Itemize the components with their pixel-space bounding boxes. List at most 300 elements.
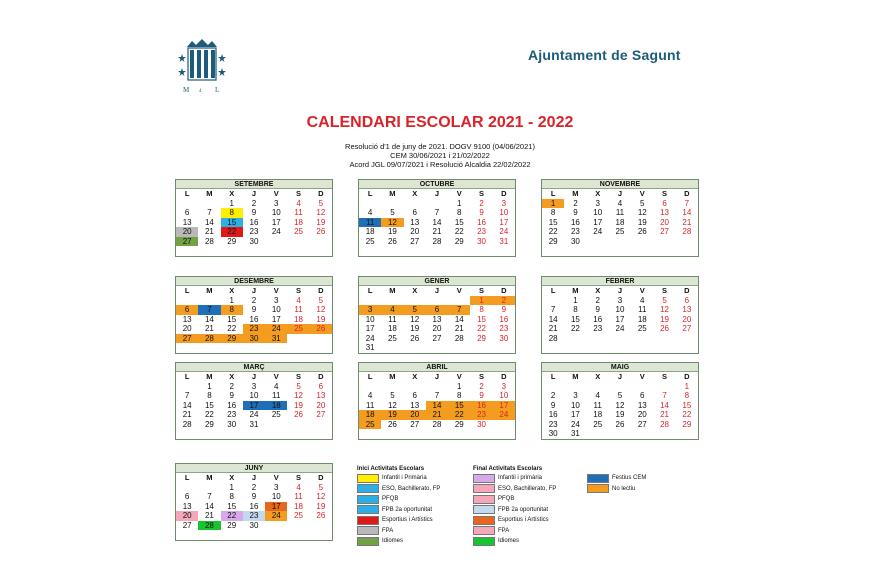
svg-text:M: M	[183, 86, 190, 94]
day-cell: 3	[617, 295, 623, 305]
day-cell: 9	[595, 305, 600, 314]
day-cell: 1	[457, 198, 462, 208]
day-cell: 9	[251, 208, 257, 217]
day-cell: 18	[387, 324, 397, 333]
day-cell: 9	[501, 305, 507, 314]
day-cell: 22	[221, 227, 243, 237]
legend-swatch	[357, 474, 379, 483]
weekday-header: L	[184, 372, 190, 381]
legend-item	[473, 484, 556, 495]
day-cell: 11	[593, 400, 602, 410]
empty-cell	[653, 237, 675, 247]
month-maig	[541, 362, 699, 440]
weekday-header: L	[184, 286, 190, 295]
day-cell: 25	[359, 420, 381, 430]
day-cell: 23	[548, 419, 558, 429]
legend-swatch	[357, 526, 379, 535]
day-cell: 1	[542, 199, 564, 209]
day-cell: 10	[593, 208, 603, 217]
day-cell: 27	[182, 520, 192, 530]
day-cell: 20	[410, 227, 420, 236]
day-cell: 17	[365, 324, 375, 333]
weekday-header: X	[595, 286, 601, 295]
weekday-header: D	[318, 286, 324, 295]
day-cell: 15	[682, 400, 692, 410]
day-cell: 17	[271, 217, 281, 227]
legend-swatch	[473, 474, 495, 483]
day-cell: 28	[660, 419, 670, 429]
empty-cell	[631, 237, 653, 247]
legend-label: ESO, Bachillerato, FP	[382, 485, 441, 492]
weekday-header: V	[456, 189, 462, 198]
weekday-header: X	[412, 372, 418, 381]
day-cell: 29	[454, 419, 464, 429]
day-cell: 22	[454, 227, 464, 236]
day-cell: 21	[454, 324, 464, 333]
empty-cell	[287, 530, 309, 540]
legend-swatch	[473, 484, 495, 493]
day-cell: 2	[251, 482, 257, 492]
empty-cell	[631, 343, 653, 353]
month-name: MARÇ	[176, 363, 332, 372]
empty-cell	[470, 429, 492, 439]
day-cell: 10	[499, 391, 509, 400]
empty-cell	[287, 429, 309, 439]
day-cell: 13	[410, 400, 420, 410]
empty-cell	[287, 334, 309, 344]
day-cell: 15	[448, 401, 470, 411]
weekday-header: M	[389, 286, 396, 295]
day-cell: 23	[470, 410, 492, 420]
legend-swatch	[357, 495, 379, 504]
legend-label: Idiomes	[498, 538, 520, 544]
day-cell: 29	[227, 236, 237, 246]
day-cell: 6	[184, 208, 190, 217]
day-cell: 5	[640, 198, 645, 208]
day-cell: 31	[365, 343, 375, 352]
day-cell: 22	[477, 324, 487, 333]
weekday-header: S	[296, 286, 302, 295]
legend-item	[587, 473, 646, 484]
weekday-header: X	[229, 286, 235, 295]
day-cell: 29	[454, 236, 464, 246]
day-cell: 1	[229, 482, 234, 492]
empty-cell	[470, 343, 492, 353]
legend-item	[473, 515, 556, 526]
empty-cell	[359, 246, 381, 256]
weekday-header: M	[572, 372, 579, 381]
day-cell: 4	[617, 198, 623, 208]
day-cell: 16	[249, 314, 259, 324]
month-name: FEBRER	[542, 277, 698, 286]
legend-title: Inici Activitats Escolars	[357, 466, 425, 472]
weekday-header: M	[206, 372, 213, 381]
legend-title: Final Activitats Escolars	[473, 466, 543, 472]
day-cell: 22	[448, 410, 470, 420]
weekday-header: S	[296, 473, 302, 482]
day-cell: 17	[499, 217, 509, 227]
weekday-header: M	[572, 189, 579, 198]
day-cell: 11	[615, 208, 625, 217]
day-cell: 26	[316, 227, 326, 236]
empty-cell	[198, 530, 220, 540]
day-cell: 14	[426, 401, 448, 411]
day-cell: 8	[457, 208, 462, 217]
day-cell: 17	[271, 314, 281, 324]
weekday-header: J	[434, 189, 440, 198]
day-cell: 30	[477, 419, 487, 429]
empty-cell	[587, 237, 609, 247]
day-cell: 5	[318, 295, 324, 305]
weekday-header: D	[501, 189, 507, 198]
day-cell: 31	[265, 334, 287, 344]
weekday-header: M	[389, 372, 396, 381]
day-cell: 2	[573, 198, 578, 208]
day-cell: 15	[227, 314, 237, 324]
weekday-header: J	[251, 286, 257, 295]
day-cell: 29	[548, 236, 558, 246]
day-cell: 14	[204, 501, 214, 511]
day-cell: 6	[318, 381, 324, 391]
weekday-header: D	[684, 189, 690, 198]
day-cell: 7	[184, 391, 190, 400]
empty-cell	[448, 429, 470, 439]
empty-cell	[221, 429, 243, 439]
weekday-header: J	[617, 189, 623, 198]
empty-cell	[243, 343, 265, 353]
day-cell: 29	[221, 334, 243, 344]
empty-cell	[310, 420, 332, 430]
day-cell: 17	[593, 217, 603, 227]
day-cell: 1	[229, 198, 234, 208]
day-cell: 4	[367, 391, 373, 400]
day-cell: 10	[615, 305, 625, 314]
day-cell: 2	[479, 198, 484, 208]
day-cell: 6	[684, 295, 690, 305]
day-cell: 16	[477, 217, 487, 227]
legend-item	[473, 473, 556, 484]
day-cell: 12	[387, 400, 397, 410]
day-cell: 10	[271, 305, 281, 314]
svg-text:L: L	[215, 86, 220, 94]
day-cell: 27	[682, 324, 692, 333]
legend-start	[357, 464, 440, 547]
day-cell: 30	[570, 236, 580, 246]
legend-label: Esportius i Artístics	[498, 517, 549, 523]
day-cell: 9	[251, 305, 257, 314]
month-name: SETEMBRE	[176, 180, 332, 189]
legend-swatch	[473, 537, 495, 546]
day-cell: 27	[637, 419, 647, 429]
legend-label: Infantil i primària	[498, 475, 543, 481]
day-cell: 17	[615, 314, 625, 324]
day-cell: 23	[249, 227, 259, 236]
day-cell: 20	[637, 410, 647, 419]
weekday-header: V	[273, 286, 279, 295]
day-cell: 7	[198, 305, 220, 315]
empty-cell	[198, 246, 220, 256]
weekday-header: V	[456, 286, 462, 295]
month-name: MAIG	[542, 363, 698, 372]
day-cell: 12	[381, 218, 403, 228]
empty-cell	[426, 343, 448, 353]
day-cell: 10	[271, 492, 281, 501]
weekday-header: X	[412, 189, 418, 198]
day-cell: 5	[318, 482, 324, 492]
day-cell: 21	[204, 511, 214, 520]
weekday-header: D	[318, 473, 324, 482]
day-cell: 29	[682, 419, 692, 429]
empty-cell	[381, 246, 403, 256]
day-cell: 28	[182, 419, 192, 429]
weekday-header: J	[434, 372, 440, 381]
day-cell: 22	[682, 410, 692, 419]
empty-cell	[564, 246, 586, 256]
legend-item	[587, 484, 646, 495]
day-cell: 10	[570, 400, 580, 410]
day-cell: 14	[432, 217, 442, 227]
day-cell: 21	[660, 410, 670, 419]
empty-cell	[676, 429, 698, 439]
empty-cell	[653, 382, 675, 392]
day-cell: 30	[249, 520, 259, 530]
day-cell: 25	[365, 236, 375, 246]
day-cell: 22	[227, 324, 237, 333]
weekday-header: D	[501, 286, 507, 295]
weekday-header: D	[684, 372, 690, 381]
legend-swatch	[473, 505, 495, 514]
empty-cell	[287, 246, 309, 256]
empty-cell	[359, 296, 381, 306]
day-cell: 7	[662, 391, 667, 400]
day-cell: 15	[227, 501, 237, 511]
day-cell: 2	[550, 391, 556, 400]
day-cell: 15	[477, 314, 487, 324]
empty-cell	[631, 246, 653, 256]
empty-cell	[542, 246, 564, 256]
day-cell: 31	[570, 429, 580, 438]
day-cell: 21	[204, 227, 214, 236]
day-cell: 8	[479, 305, 484, 314]
legend-label: Esportius i Artístics	[382, 517, 433, 523]
day-cell: 12	[316, 492, 326, 501]
day-cell: 7	[434, 208, 440, 217]
day-cell: 20	[682, 314, 692, 324]
legend-item	[473, 526, 556, 537]
legend-label: FPA	[382, 527, 394, 534]
empty-cell	[221, 343, 243, 353]
month-desembre	[175, 276, 333, 354]
day-cell: 28	[204, 236, 214, 246]
empty-cell	[287, 237, 309, 247]
weekday-header: L	[550, 189, 556, 198]
empty-cell	[310, 246, 332, 256]
empty-cell	[310, 334, 332, 344]
day-cell: 9	[479, 391, 484, 400]
legend-label: Idiomes	[382, 538, 404, 544]
weekday-header: S	[479, 286, 485, 295]
day-cell: 20	[316, 400, 326, 410]
day-cell: 28	[454, 333, 464, 343]
month-abril	[358, 362, 516, 440]
day-cell: 24	[271, 227, 281, 236]
resolution-lines	[0, 142, 880, 169]
month-octubre	[358, 179, 516, 257]
day-cell: 25	[287, 324, 309, 334]
day-cell: 26	[660, 324, 670, 333]
empty-cell	[587, 382, 609, 392]
day-cell: 25	[593, 419, 603, 429]
weekday-header: D	[318, 189, 324, 198]
day-cell: 27	[432, 333, 442, 343]
day-cell: 28	[198, 334, 220, 344]
day-cell: 10	[365, 314, 375, 324]
day-cell: 11	[294, 492, 303, 501]
day-cell: 25	[615, 227, 625, 236]
empty-cell	[404, 382, 426, 392]
day-cell: 2	[493, 296, 515, 306]
day-cell: 22	[548, 227, 558, 236]
day-cell: 13	[316, 391, 326, 400]
empty-cell	[426, 246, 448, 256]
empty-cell	[676, 237, 698, 247]
empty-cell	[470, 246, 492, 256]
empty-cell	[493, 429, 515, 439]
legend-item	[473, 494, 556, 505]
day-cell: 30	[227, 419, 237, 429]
legend-item	[473, 505, 556, 516]
day-cell: 18	[615, 217, 625, 227]
empty-cell	[265, 429, 287, 439]
day-cell: 19	[637, 217, 647, 227]
day-cell: 30	[477, 236, 487, 246]
day-cell: 5	[318, 198, 324, 208]
day-cell: 8	[550, 208, 556, 217]
day-cell: 3	[501, 381, 507, 391]
day-cell: 28	[198, 521, 220, 531]
legend-swatch	[357, 537, 379, 546]
day-cell: 19	[316, 501, 326, 511]
day-cell: 1	[470, 296, 492, 306]
month-novembre	[541, 179, 699, 257]
empty-cell	[493, 343, 515, 353]
day-cell: 6	[184, 492, 190, 501]
empty-cell	[493, 420, 515, 430]
day-cell: 16	[249, 217, 259, 227]
day-cell: 18	[365, 227, 375, 236]
weekday-header: V	[273, 372, 279, 381]
day-cell: 18	[294, 501, 304, 511]
empty-cell	[404, 199, 426, 209]
day-cell: 26	[637, 227, 647, 236]
day-cell: 11	[272, 391, 281, 400]
day-cell: 26	[387, 419, 397, 429]
legend-item	[357, 505, 440, 516]
day-cell: 22	[570, 324, 580, 333]
legend-item	[357, 515, 440, 526]
day-cell: 23	[243, 511, 265, 521]
day-cell: 25	[294, 511, 304, 520]
empty-cell	[493, 246, 515, 256]
day-cell: 9	[251, 492, 257, 501]
empty-cell	[176, 296, 198, 306]
day-cell: 15	[570, 314, 580, 324]
day-cell: 1	[684, 381, 690, 391]
day-cell: 7	[434, 391, 440, 400]
day-cell: 17	[570, 410, 580, 419]
day-cell: 8	[229, 492, 234, 501]
day-cell: 5	[617, 391, 623, 400]
legend-label: FPB 2a oportunitat	[382, 506, 433, 513]
legend-item	[357, 494, 440, 505]
weekday-header: S	[662, 286, 668, 295]
day-cell: 11	[638, 305, 647, 314]
day-cell: 14	[204, 314, 214, 324]
day-cell: 27	[176, 237, 198, 247]
day-cell: 12	[660, 305, 670, 314]
legend-end	[473, 464, 556, 547]
empty-cell	[198, 343, 220, 353]
weekday-header: D	[318, 372, 324, 381]
day-cell: 24	[615, 324, 625, 333]
weekday-header: X	[229, 189, 235, 198]
day-cell: 8	[684, 391, 690, 400]
day-cell: 3	[501, 198, 507, 208]
empty-cell	[176, 382, 198, 392]
weekday-header: L	[550, 286, 556, 295]
empty-cell	[609, 246, 631, 256]
day-cell: 9	[573, 208, 578, 217]
day-cell: 25	[387, 333, 397, 343]
empty-cell	[198, 199, 220, 209]
weekday-header: M	[206, 189, 213, 198]
weekday-header: M	[206, 286, 213, 295]
day-cell: 12	[294, 391, 304, 400]
day-cell: 3	[274, 482, 279, 492]
day-cell: 8	[207, 391, 212, 400]
day-cell: 24	[249, 410, 259, 419]
empty-cell	[653, 246, 675, 256]
day-cell: 21	[182, 410, 192, 419]
day-cell: 26	[410, 333, 420, 343]
day-cell: 8	[221, 208, 243, 218]
day-cell: 2	[595, 295, 600, 305]
day-cell: 20	[660, 217, 670, 227]
empty-cell	[404, 246, 426, 256]
day-cell: 20	[404, 410, 426, 420]
day-cell: 25	[294, 227, 304, 236]
organization-name: Ajuntament de Sagunt	[528, 47, 681, 63]
empty-cell	[609, 237, 631, 247]
day-cell: 10	[499, 208, 509, 217]
empty-cell	[542, 296, 564, 306]
day-cell: 15	[548, 217, 558, 227]
weekday-header: J	[251, 189, 257, 198]
legend-label: Infantil i Primària	[382, 475, 427, 481]
day-cell: 18	[637, 314, 647, 324]
day-cell: 13	[182, 217, 192, 227]
empty-cell	[265, 420, 287, 430]
day-cell: 27	[176, 334, 198, 344]
empty-cell	[221, 530, 243, 540]
empty-cell	[676, 246, 698, 256]
day-cell: 16	[470, 401, 492, 411]
day-cell: 24	[265, 324, 287, 334]
empty-cell	[381, 343, 403, 353]
day-cell: 6	[662, 198, 667, 208]
day-cell: 11	[359, 218, 381, 228]
day-cell: 27	[410, 236, 420, 246]
